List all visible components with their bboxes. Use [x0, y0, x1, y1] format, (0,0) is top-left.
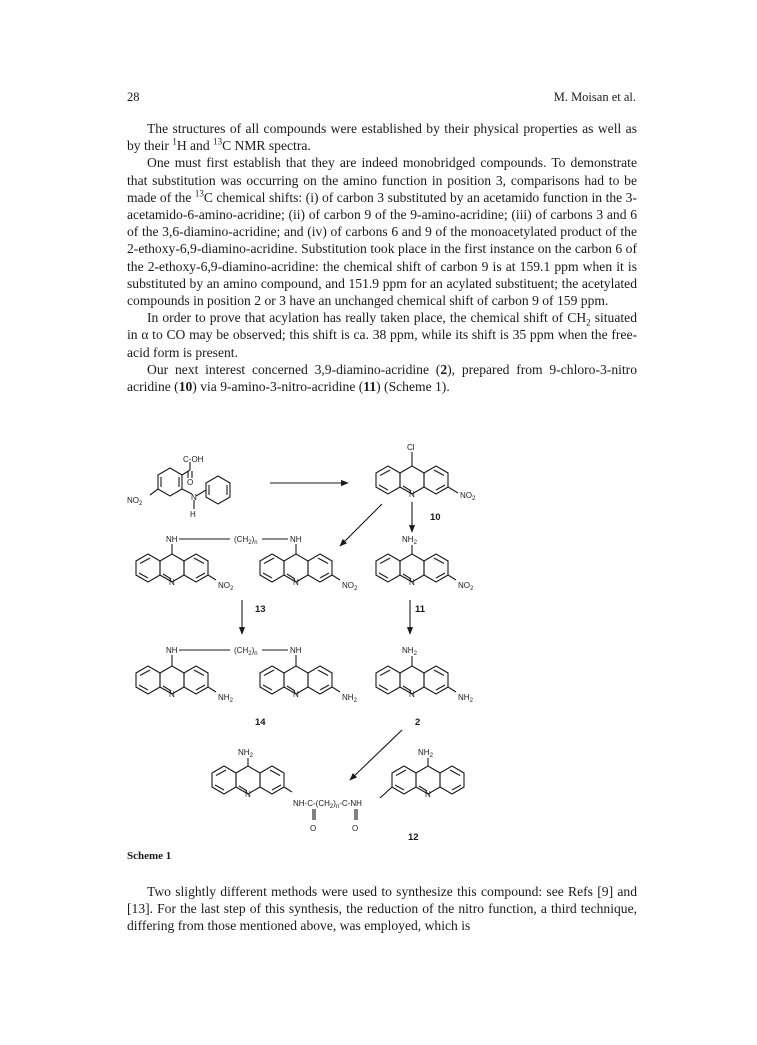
compound-12-o-right: O [352, 824, 359, 833]
paragraph-5: Two slightly different methods were used to synthesize this compound: see Refs [9] and [13]. For the last step of this synthesis, the reduction of the nitro function, a third technique, differing from those mentioned above, was employed, which is [127, 884, 637, 934]
compound-2-nh2-top: $NH_2$ [402, 646, 417, 657]
compound-14-acridine-left [136, 655, 216, 694]
compound-12-bridge: $NH-C-(CH_2)_n-C-NH$ [293, 799, 362, 810]
scheme-1-figure [110, 440, 650, 850]
cooh-label: C-OH [183, 455, 204, 464]
compound-14-n-left: N [169, 690, 175, 699]
compound-13-nh-left: NH [166, 535, 178, 544]
compound-14-chain: $(CH_2)_n$ [234, 646, 258, 657]
compound-11-n-label: N [409, 578, 415, 587]
compound-2-nh2-right: $NH_2$ [458, 693, 473, 704]
compound-14-acridine-right [260, 655, 340, 694]
compound-12-acridine-left [212, 758, 292, 794]
body-text-top [127, 120, 637, 395]
body-text-bottom [127, 883, 637, 935]
scheme-caption: Scheme 1 [127, 850, 172, 862]
page-number: 28 [127, 90, 140, 104]
amine-h-label: H [190, 510, 196, 519]
compound-14-number: 14 [255, 717, 266, 728]
compound-2-structure [376, 656, 456, 694]
compound-14-n-right: N [293, 690, 299, 699]
compound-2-n-label: N [409, 690, 415, 699]
compound-14-nh2-right: $NH_2$ [342, 693, 357, 704]
paragraph-4: Our next interest concerned 3,9-diamino-acridine (2), prepared from 9-chloro-3-nitro acridine (10) via 9-amino-3-nitro-acridine (11) (Scheme 1). [127, 361, 638, 395]
compound-12-number: 12 [408, 832, 419, 843]
compound-13-acridine-left [136, 544, 216, 582]
compound-2-number: 2 [415, 717, 421, 728]
amine-n-label: N [191, 493, 197, 502]
compound-13-acridine-right [260, 544, 340, 582]
compound-11-no2-label: $NO_2$ [458, 581, 474, 592]
compound-14-nh-left: NH [166, 646, 178, 655]
paragraph-2: One must first establish that they are indeed monobridged compounds. To demonstrate that substitution was occurring on the amino function in position 3, comparisons had to be made of the $^{13}$C chemical shifts: (i) of carbon 3 substituted by an acetamido function in the 3-acetamido-6-amino-acridine; (ii) of carbon 9 of the 9-amino-acridine; (iii) of carbons 3 and 6 of the 3,6-diamino-acridine; and (iv) of carbons 6 and 9 of the monoacetylated product of the 2-ethoxy-6,9-diamino-acridine. Substitution took place in the first instance on the carbon 6 of the 2-ethoxy-6,9-diamino-acridine: the chemical shift of carbon 9 is at 159.1 ppm when it is substituted by an amino compound, and 151.9 ppm for an acylated substituent; the acetylated compounds in position 2 or 3 have an unchanged chemical shift of carbon 9 of 159 ppm. [127, 155, 637, 309]
compound-13-n-right: N [293, 578, 299, 587]
compound-11-structure [376, 545, 456, 582]
compound-13-no2-left: $NO_2$ [218, 581, 234, 592]
compound-14-nh2-left: $NH_2$ [218, 693, 233, 704]
compound-12-nh2-left: $NH_2$ [238, 748, 253, 759]
compound-13-n-left: N [169, 578, 175, 587]
running-head: M. Moisan et al. [553, 90, 636, 104]
compound-10-number: 10 [430, 512, 441, 523]
compound-13-nh-right: NH [290, 535, 302, 544]
cl-label: Cl [407, 443, 415, 452]
carbonyl-o-label: O [187, 478, 194, 487]
compound-12-n-left: N [245, 790, 251, 799]
compound-12-carbonyls [313, 809, 357, 820]
compound-10-no2-label: $NO_2$ [460, 491, 476, 502]
compound-12-n-right: N [425, 790, 431, 799]
compound-12-acridine-right [380, 758, 464, 798]
compound-14-nh-right: NH [290, 646, 302, 655]
compound-11-number: 11 [415, 604, 426, 615]
compound-12-o-left: O [310, 824, 317, 833]
compound-13-chain: $(CH_2)_n$ [234, 535, 258, 546]
no2-label: $NO_2$ [127, 496, 143, 507]
paragraph-1: The structures of all compounds were established by their physical properties as well as by their $^1$H and $^{13}$C NMR spectra. [127, 121, 637, 154]
compound-13-no2-right: $NO_2$ [342, 581, 358, 592]
compound-13-number: 13 [255, 604, 266, 615]
paragraph-3: In order to prove that acylation has really taken place, the chemical shift of $CH_2$ situated in α to CO may be observed; this shift is ca. 38 ppm, while its shift is 35 ppm when the free-acid form is present. [127, 310, 637, 360]
compound-10-structure [376, 452, 458, 494]
compound-11-nh2-label: $NH_2$ [402, 535, 417, 546]
compound-12-nh2-right: $NH_2$ [418, 748, 433, 759]
compound-10-n-label: N [409, 490, 415, 499]
